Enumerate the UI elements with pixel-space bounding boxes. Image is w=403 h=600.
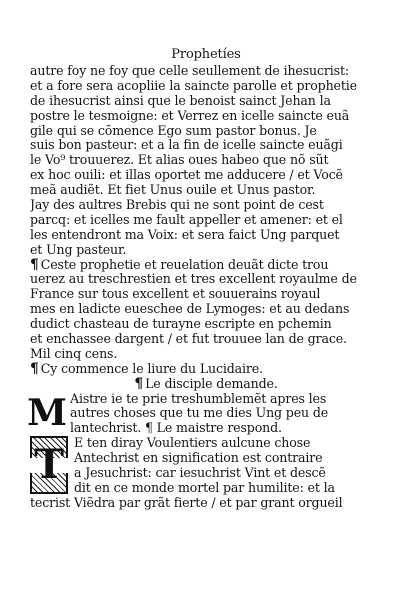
paragraph-2 [30, 258, 382, 362]
subheading-text: Le disciple demande. [145, 376, 278, 391]
text-line: postre le tesmoigne: et Verrez en icelle saincte euã [30, 108, 350, 123]
text-line: autre foy ne foy que celle seullement de ihesucrist: [30, 64, 349, 78]
text-line: le Vo⁹ trouuerez. Et alias oues habeo que nõ sũt [30, 153, 329, 168]
text-line: parcq: et icelles me fault appeller et amener: et el [30, 212, 343, 227]
text-line: Antechrist en signification est contraire [74, 451, 323, 466]
text-line: Aistre ie te prie treshumblemẽt apres les [70, 391, 327, 406]
text-line: dudict chasteau de turayne escripte en pchemin [30, 317, 332, 332]
text-line: et a fore sera acopliie la saincte parolle et prophetie [30, 78, 357, 93]
drop-cap-t-letter: T [30, 458, 68, 473]
text-line: mes en ladicte eueschee de Lymoges: et au dedans [30, 302, 350, 317]
text-line: les entendront ma Voix: et sera faict Ung parquet [30, 227, 340, 242]
running-head: Prophetíes [171, 47, 241, 62]
text-line-content: Ceste prophetie et reuelation deuãt dicte trou [40, 257, 329, 272]
text-line: France sur tous excellent et souuerains royaul [30, 287, 321, 302]
paragraph-1 [30, 64, 382, 258]
section-heading [30, 362, 382, 377]
text-line: de ihesucrist ainsi que le benoist sainct Jehan la [30, 93, 331, 108]
text-line [30, 258, 382, 273]
pilcrow-icon: ¶ [134, 376, 144, 392]
pilcrow-icon: ¶ [30, 361, 39, 377]
text-line: autres choses que tu me dies Ung peu de [70, 406, 329, 421]
drop-cap-m: M [27, 392, 67, 435]
text-line: a Jesuchrist: car iesuchrist Vint et descẽ [74, 466, 326, 481]
text-line: et enchassee dargent / et fut trouuee lan de grace. [30, 332, 347, 347]
subheading [30, 377, 382, 392]
text-line: Jay des aultres Brebis qui ne sont point de cest [30, 198, 324, 213]
maistre-paragraph [30, 436, 382, 510]
text-line: uerez au treschrestien et tres excellent royaulme de [30, 272, 357, 287]
text-line: E ten diray Voulentiers aulcune chose [74, 436, 311, 451]
text-line: suis bon pasteur: et a la fin de icelle saincte euãgi [30, 138, 343, 153]
pilcrow-icon: ¶ [30, 257, 39, 273]
text-line: Mil cinq cens. [30, 346, 118, 361]
drop-cap-t [30, 436, 68, 494]
disciple-paragraph [27, 391, 382, 437]
section-heading-text: Cy commence le liure du Lucidaire. [40, 361, 263, 376]
text-line: gile qui se cõmence Ego sum pastor bonus. Je [30, 123, 317, 138]
text-line: dit en ce monde mortel par humilite: et la [74, 480, 335, 495]
text-line: lantechrist. ¶ Le maistre respond. [70, 421, 282, 436]
text-line: tecrist Viẽdra par grãt fierte / et par grant orgueil [30, 495, 343, 510]
text-line: et Ung pasteur. [30, 242, 127, 257]
text-line: meã audiẽt. Et fiet Unus ouile et Unus pastor. [30, 183, 316, 198]
document-page [27, 46, 382, 511]
text-line: ex hoc ouili: et illas oportet me adducere / et Vocẽ [30, 168, 343, 183]
